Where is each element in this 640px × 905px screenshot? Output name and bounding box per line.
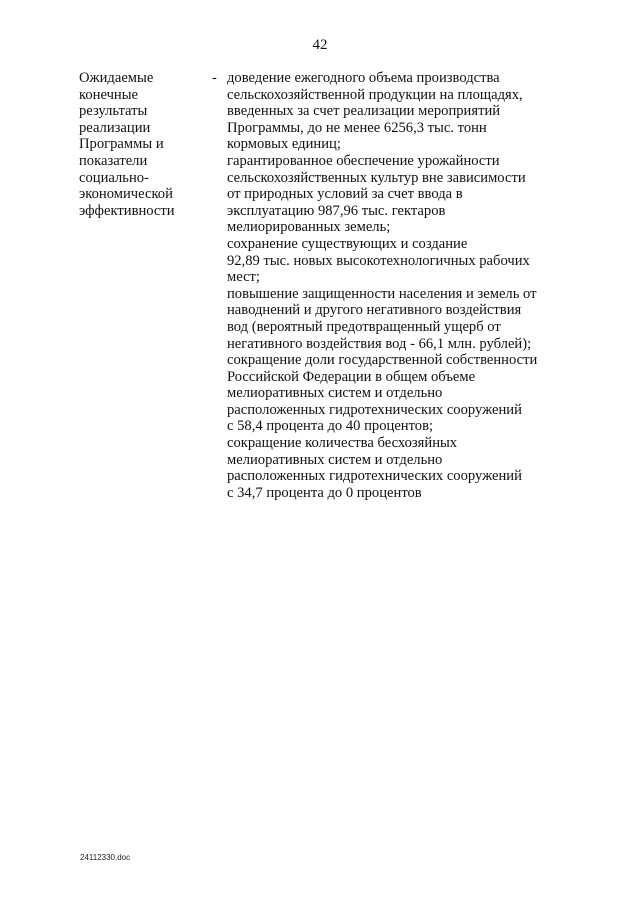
result-paragraph xyxy=(227,435,579,501)
result-line: с 58,4 процента до 40 процентов; xyxy=(227,418,434,435)
result-line: мелиорированных земель; xyxy=(227,219,391,236)
result-line: наводнений и другого негативного воздействия xyxy=(227,302,522,319)
result-line: введенных за счет реализации мероприятий xyxy=(227,103,501,120)
section-label-line: результаты xyxy=(79,103,148,120)
result-paragraph xyxy=(227,236,579,286)
result-line: Программы, до не менее 6256,3 тыс. тонн xyxy=(227,119,487,136)
result-paragraph xyxy=(227,286,579,352)
section-label-line: Программы и xyxy=(79,136,164,153)
results-text xyxy=(227,70,579,501)
section-label-line: реализации xyxy=(79,119,151,136)
separator-dash: - xyxy=(212,70,217,86)
result-line: мелиоративных систем и отдельно xyxy=(227,451,443,468)
page-number: 42 xyxy=(312,37,328,53)
section-label-line: экономической xyxy=(79,186,173,203)
result-line: от природных условий за счет ввода в xyxy=(227,186,463,203)
result-line: кормовых единиц; xyxy=(227,136,341,153)
result-line: сельскохозяйственной продукции на площадях, xyxy=(227,86,523,103)
result-line: сохранение существующих и создание xyxy=(227,235,468,252)
result-paragraph xyxy=(227,70,579,153)
result-line: с 34,7 процента до 0 процентов xyxy=(227,484,422,501)
section-label-line: социально- xyxy=(79,169,149,186)
result-line: негативного воздействия вод - 66,1 млн. рублей); xyxy=(227,335,532,352)
section-label-line: Ожидаемые xyxy=(79,70,154,86)
result-paragraph xyxy=(227,153,579,236)
section-label-line: конечные xyxy=(79,86,139,103)
result-line: 92,89 тыс. новых высокотехнологичных рабочих xyxy=(227,252,530,269)
results-table xyxy=(79,70,579,501)
result-line: доведение ежегодного объема производства xyxy=(227,70,500,86)
result-line: вод (вероятный предотвращенный ущерб от xyxy=(227,318,501,335)
section-label-line: показатели xyxy=(79,152,148,169)
result-line: мелиоративных систем и отдельно xyxy=(227,385,443,402)
result-line: сельскохозяйственных культур вне зависимости xyxy=(227,169,526,186)
result-line: расположенных гидротехнических сооружений xyxy=(227,401,522,418)
result-line: расположенных гидротехнических сооружений xyxy=(227,468,522,485)
result-line: Российской Федерации в общем объеме xyxy=(227,368,476,385)
result-line: сокращение доли государственной собственности xyxy=(227,352,538,369)
section-label xyxy=(79,70,211,501)
result-paragraph xyxy=(227,352,579,435)
document-code: 24112330.doc xyxy=(80,853,131,862)
result-line: повышение защищенности населения и земель от xyxy=(227,285,537,302)
result-line: сокращение количества бесхозяйных xyxy=(227,435,458,452)
result-line: мест; xyxy=(227,269,260,286)
result-line: эксплуатацию 987,96 тыс. гектаров xyxy=(227,202,446,219)
section-label-line: эффективности xyxy=(79,202,175,219)
result-line: гарантированное обеспечение урожайности xyxy=(227,152,500,169)
